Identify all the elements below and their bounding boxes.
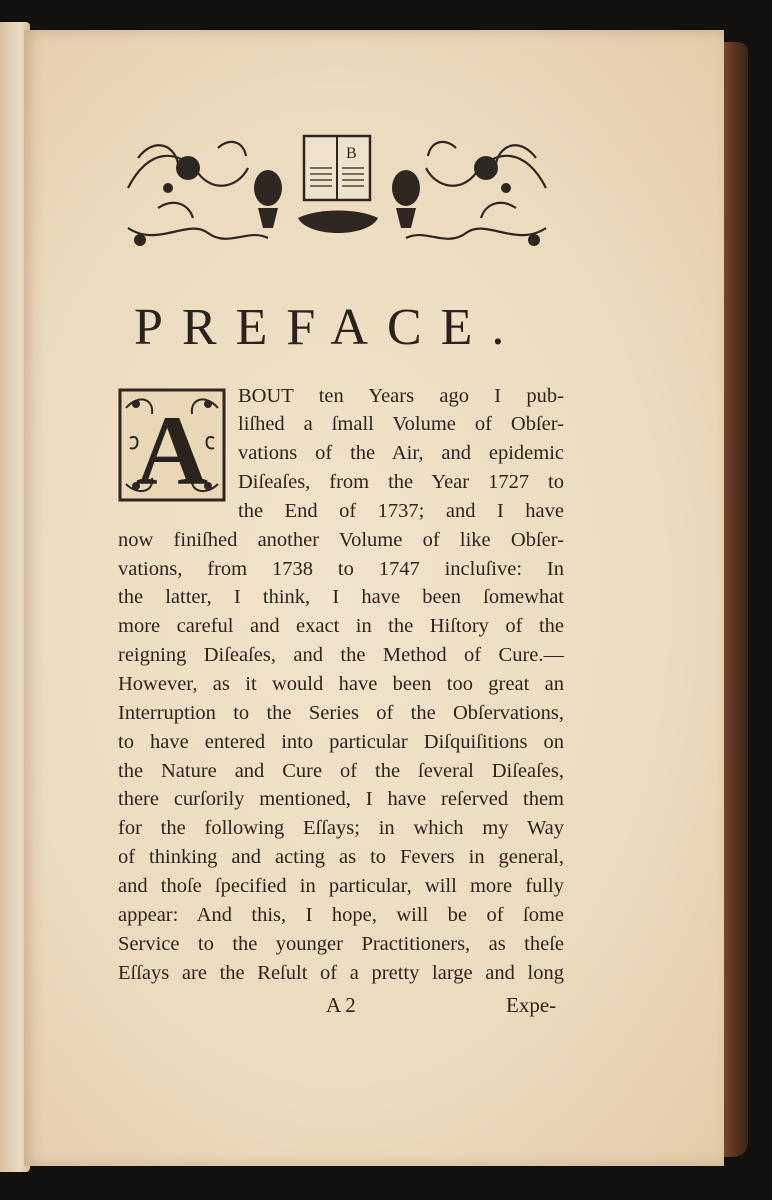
text-line: the latter, I think, I have been ſomewhat — [118, 586, 564, 608]
ornament-letter: B — [346, 145, 357, 162]
text-line: of thinking and acting as to Fevers in general, — [118, 846, 564, 868]
text-line: the Nature and Cure of the ſeveral Diſeaſes, — [118, 760, 564, 782]
text-line: and thoſe ſpecified in particular, will more fully — [118, 875, 564, 897]
text-line: Service to the younger Practitioners, as theſe — [118, 933, 564, 955]
text-line: Diſeaſes, from the Year 1727 to — [238, 471, 564, 493]
text-line: reigning Diſeaſes, and the Method of Cure.— — [118, 644, 564, 666]
drop-cap-letter: A — [135, 395, 209, 502]
page-title: PREFACE. — [134, 299, 524, 356]
text-line: to have entered into particular Diſquiſitions on — [118, 731, 564, 753]
text-line: more careful and exact in the Hiſtory of the — [118, 615, 564, 637]
text-line: liſhed a ſmall Volume of Obſer- — [238, 413, 564, 435]
drop-cap-frame-icon — [118, 388, 226, 502]
text-line: Interruption to the Series of the Obſervations, — [118, 702, 564, 724]
text-line: However, as it would have been too great an — [118, 673, 564, 695]
catchword: Expe- — [506, 993, 557, 1017]
drop-cap — [118, 388, 226, 502]
text-line: vations, from 1738 to 1747 incluſive: In — [118, 558, 564, 580]
signature-mark: A 2 — [326, 993, 356, 1017]
headpiece-ornament — [118, 128, 556, 252]
text-line: BOUT ten Years ago I pub- — [238, 385, 564, 407]
text-line: Eſſays are the Reſult of a pretty large and long — [118, 962, 564, 984]
text-line: vations of the Air, and epidemic — [238, 442, 564, 464]
text-line: appear: And this, I hope, will be of ſome — [118, 904, 564, 926]
text-line: the End of 1737; and I have — [238, 500, 564, 522]
text-line: now finiſhed another Volume of like Obſer- — [118, 529, 564, 551]
text-line: for the following Eſſays; in which my Way — [118, 817, 564, 839]
text-line: there curſorily mentioned, I have reſerved them — [118, 788, 564, 810]
